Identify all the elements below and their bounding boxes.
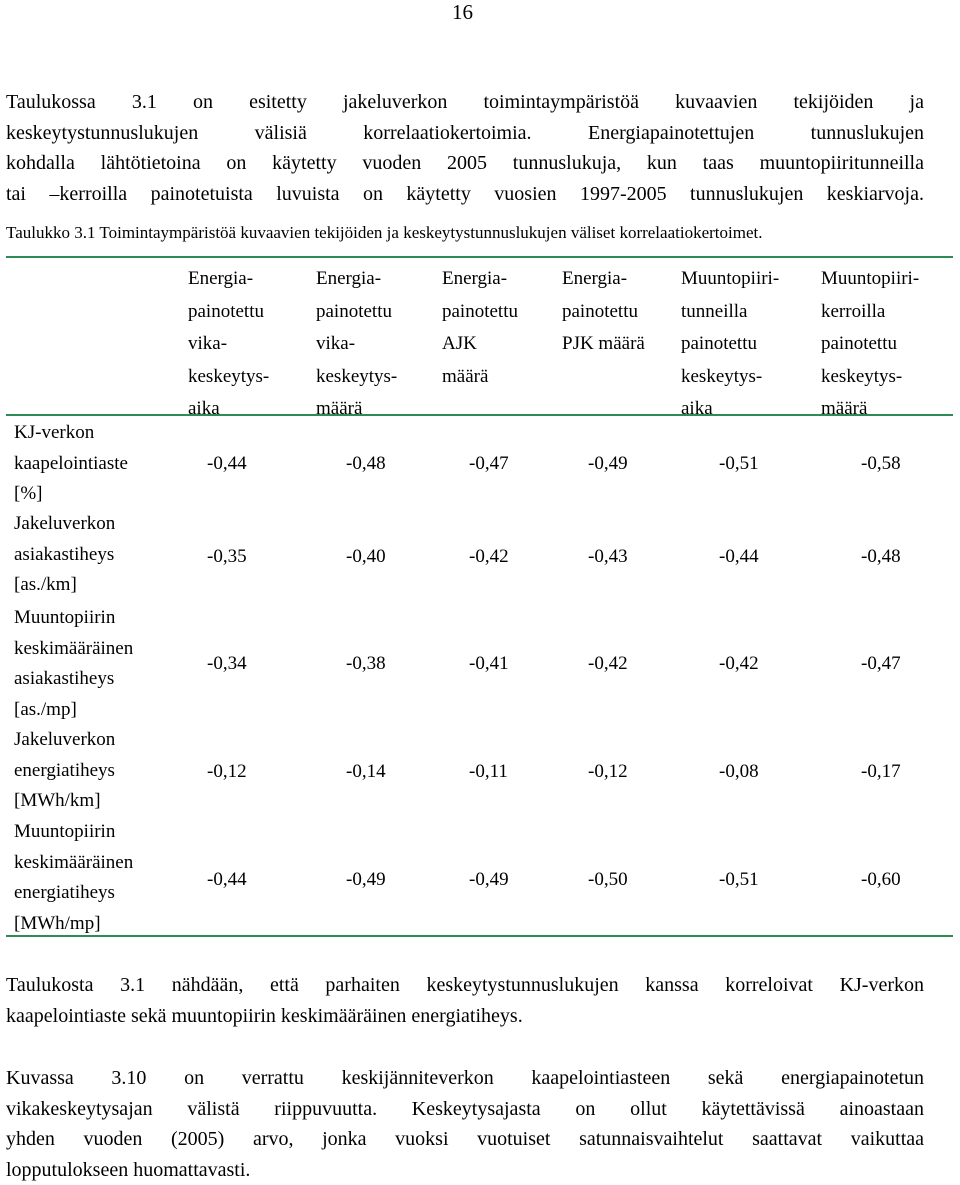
paragraph-line: keskeytystunnuslukujen välisiä korrelaatiokertoimia. Energiapainotettujen tunnuslukujen: [6, 121, 924, 144]
table-cell: -0,44: [207, 869, 247, 890]
row-label-line: asiakastiheys: [14, 668, 115, 690]
column-header-line: painotettu: [188, 300, 264, 322]
row-label-line: energiatiheys: [14, 759, 115, 781]
table-cell: -0,42: [588, 653, 628, 674]
table-cell: -0,42: [719, 653, 759, 674]
column-header-line: vika-: [316, 333, 356, 354]
column-header-line: painotettu: [821, 333, 897, 354]
column-header-line: tunneilla: [681, 300, 748, 322]
intro-paragraph: [6, 87, 924, 209]
table-cell: -0,38: [346, 653, 386, 674]
row-label-line: energiatiheys: [14, 882, 115, 904]
table-cell: -0,43: [588, 546, 628, 567]
column-header-line: AJK: [442, 333, 477, 354]
column-header-line: painotettu: [681, 333, 757, 354]
table-cell: -0,14: [346, 761, 386, 782]
table-cell: -0,60: [861, 869, 901, 890]
column-header: [442, 263, 518, 393]
table-top-rule: [6, 256, 953, 258]
row-label-line: KJ-verkon: [14, 422, 95, 443]
table-header-rule: [6, 414, 953, 416]
row-label-line: Muuntopiirin: [14, 821, 116, 842]
row-label-line: [MWh/mp]: [14, 912, 101, 934]
table-cell: -0,11: [469, 761, 508, 782]
paragraph-line: kaapelointiaste sekä muuntopiirin keskimääräinen energiatiheys.: [6, 1004, 523, 1027]
column-header-line: aika: [188, 398, 220, 419]
table-cell: -0,34: [207, 653, 247, 674]
table-cell: -0,49: [346, 869, 386, 890]
column-header-line: Energia-: [562, 268, 628, 289]
row-label: [14, 509, 115, 601]
column-header-line: määrä: [442, 365, 489, 387]
column-header-line: määrä: [316, 398, 363, 419]
row-label-line: keskimääräinen: [14, 637, 134, 659]
paragraph-line: yhden vuoden (2005) arvo, jonka vuoksi vuotuiset satunnaisvaihtelut saattavat vaikuttaa: [6, 1128, 924, 1151]
column-header-line: painotettu: [562, 300, 638, 322]
row-label-line: Jakeluverkon: [14, 729, 116, 750]
row-label-line: [as./mp]: [14, 698, 77, 720]
row-label-line: [as./km]: [14, 574, 77, 596]
column-header-line: vika-: [188, 333, 228, 354]
row-label-line: keskimääräinen: [14, 851, 134, 873]
paragraph-line: Kuvassa 3.10 on verrattu keskijänniteverkon kaapelointiasteen sekä energiapainotetun: [6, 1067, 924, 1089]
table-cell: -0,48: [861, 546, 901, 567]
column-header-line: keskeytys-: [821, 365, 903, 387]
column-header: [316, 263, 397, 426]
column-header-line: Muuntopiiri-: [681, 268, 780, 289]
row-label: [14, 725, 115, 817]
table-cell: -0,51: [719, 869, 759, 890]
table-cell: -0,44: [719, 546, 759, 567]
column-header-line: määrä: [821, 398, 868, 419]
row-label-line: [%]: [14, 483, 43, 505]
row-label: [14, 817, 133, 939]
table-cell: -0,12: [207, 761, 247, 782]
table-cell: -0,12: [588, 761, 628, 782]
row-label-line: asiakastiheys: [14, 543, 115, 565]
column-header-line: painotettu: [442, 300, 518, 322]
row-label-line: Muuntopiirin: [14, 607, 116, 628]
paragraph-line: Taulukosta 3.1 nähdään, että parhaiten keskeytystunnuslukujen kanssa korreloivat KJ-verkon: [6, 974, 924, 996]
table-cell: -0,08: [719, 761, 759, 782]
table-cell: -0,48: [346, 453, 386, 474]
row-label: [14, 418, 128, 510]
table-cell: -0,47: [861, 653, 901, 674]
column-header-line: kerroilla: [821, 300, 886, 322]
figure-reference-paragraph: [6, 1063, 924, 1185]
table-cell: -0,47: [469, 453, 509, 474]
column-header-line: Energia-: [316, 268, 382, 289]
table-caption: Taulukko 3.1 Toimintaympäristöä kuvaavien tekijöiden ja keskeytystunnuslukujen väliset korrelaatiokertoimet.: [6, 223, 763, 242]
column-header: [821, 263, 919, 426]
column-header-line: painotettu: [316, 300, 392, 322]
table-cell: -0,17: [861, 761, 901, 782]
paragraph-line: tai –kerroilla painotetuista luvuista on käytetty vuosien 1997-2005 tunnuslukujen keskiarvoja.: [6, 182, 924, 205]
column-header-line: keskeytys-: [188, 365, 270, 387]
table-cell: -0,44: [207, 453, 247, 474]
paragraph-line: kohdalla lähtötietoina on käytetty vuoden 2005 tunnuslukuja, kun taas muuntopiiritunneilla: [6, 152, 924, 175]
column-header-line: aika: [681, 398, 713, 419]
column-header-line: Energia-: [188, 268, 254, 289]
page-number: 16: [452, 0, 473, 24]
row-label-line: [MWh/km]: [14, 790, 101, 812]
paragraph-line: lopputulokseen huomattavasti.: [6, 1158, 251, 1181]
table-cell: -0,42: [469, 546, 509, 567]
table-cell: -0,49: [469, 869, 509, 890]
column-header: [681, 263, 779, 426]
findings-paragraph: [6, 970, 924, 1031]
column-header: [562, 263, 645, 361]
column-header-line: Energia-: [442, 268, 508, 289]
column-header-line: keskeytys-: [681, 365, 763, 387]
table-cell: -0,40: [346, 546, 386, 567]
table-cell: -0,58: [861, 453, 901, 474]
paragraph-line: vikakeskeytysajan välistä riippuvuutta. Keskeytysajasta on ollut käytettävissä ainoastaan: [6, 1097, 924, 1120]
table-cell: -0,51: [719, 453, 759, 474]
column-header: [188, 263, 269, 426]
row-label: [14, 603, 133, 725]
table-cell: -0,35: [207, 546, 247, 567]
row-label-line: Jakeluverkon: [14, 513, 116, 534]
table-cell: -0,41: [469, 653, 509, 674]
table-cell: -0,49: [588, 453, 628, 474]
table-cell: -0,50: [588, 869, 628, 890]
column-header-line: Muuntopiiri-: [821, 268, 920, 289]
column-header-line: PJK määrä: [562, 333, 645, 354]
row-label-line: kaapelointiaste: [14, 452, 128, 474]
table-bottom-rule: [6, 935, 953, 937]
column-header-line: keskeytys-: [316, 365, 398, 387]
paragraph-line: Taulukossa 3.1 on esitetty jakeluverkon toimintaympäristöä kuvaavien tekijöiden ja: [6, 91, 924, 113]
